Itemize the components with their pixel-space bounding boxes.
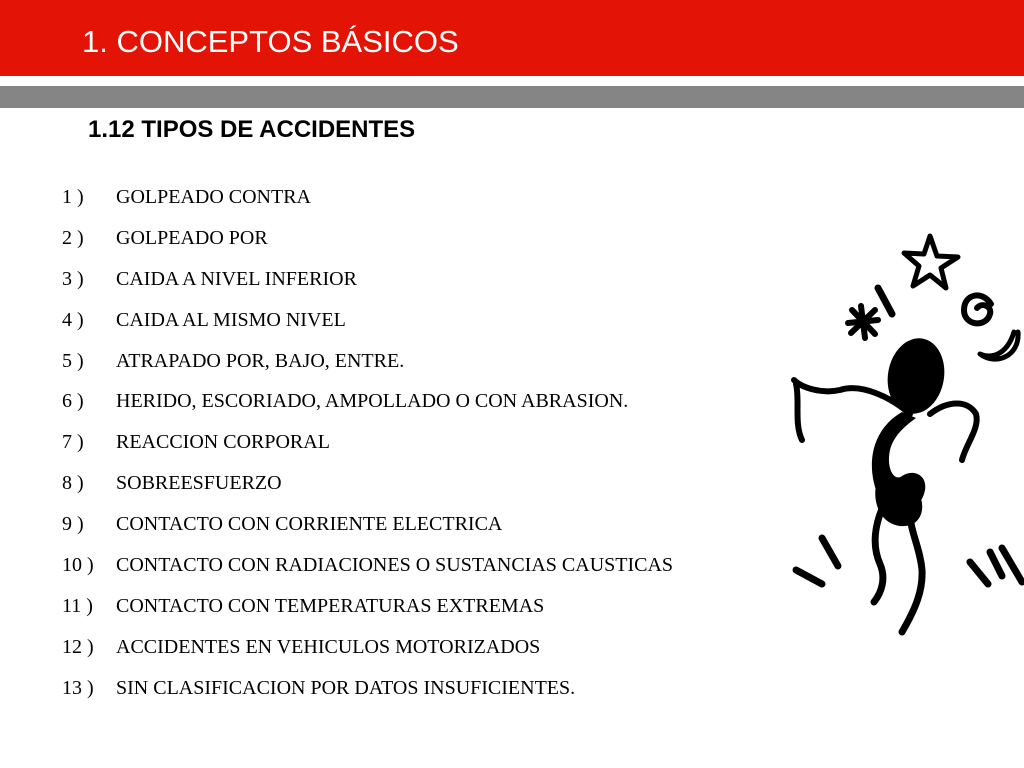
divider-bar <box>0 86 1024 108</box>
item-number: 9 ) <box>62 513 84 536</box>
item-number: 8 ) <box>62 472 84 495</box>
header-bar <box>0 0 1024 76</box>
item-number: 1 ) <box>62 186 84 208</box>
item-number: 7 ) <box>62 431 84 454</box>
accident-types-list <box>62 186 673 718</box>
item-label: SOBREESFUERZO <box>116 472 282 495</box>
item-number: 5 ) <box>62 349 84 372</box>
list-item <box>62 472 673 513</box>
item-label: GOLPEADO POR <box>116 226 268 249</box>
section-title: 1.12 TIPOS DE ACCIDENTES <box>88 116 416 143</box>
slide-title: 1. CONCEPTOS BÁSICOS <box>82 24 459 59</box>
star-icon <box>904 236 958 288</box>
hurt-figure-icon <box>782 228 1024 640</box>
right-arm <box>930 404 977 461</box>
list-item <box>62 350 673 391</box>
list-item <box>62 268 673 309</box>
list-item <box>62 227 673 268</box>
item-number: 10 ) <box>62 554 94 577</box>
impact-left-marks <box>796 538 838 584</box>
item-label: CONTACTO CON CORRIENTE ELECTRICA <box>116 513 503 536</box>
list-item <box>62 513 673 554</box>
item-label: ACCIDENTES EN VEHICULOS MOTORIZADOS <box>116 635 541 658</box>
item-label: CAIDA A NIVEL INFERIOR <box>116 267 357 290</box>
exclamation-icon <box>878 288 892 314</box>
item-label: HERIDO, ESCORIADO, AMPOLLADO O CON ABRASION. <box>116 390 629 413</box>
asterisk-icon <box>848 306 878 338</box>
spiral-icon <box>964 295 991 323</box>
list-item <box>62 595 673 636</box>
item-label: CAIDA AL MISMO NIVEL <box>116 308 346 331</box>
item-number: 3 ) <box>62 267 84 290</box>
item-label: SIN CLASIFICACION POR DATOS INSUFICIENTES. <box>116 676 576 699</box>
item-label: CONTACTO CON RADIACIONES O SUSTANCIAS CAUSTICAS <box>116 554 674 577</box>
list-item <box>62 677 673 718</box>
item-label: GOLPEADO CONTRA <box>116 186 311 208</box>
impact-right-marks <box>970 548 1022 584</box>
list-item <box>62 309 673 350</box>
item-number: 4 ) <box>62 308 84 331</box>
list-item <box>62 554 673 595</box>
item-number: 2 ) <box>62 226 84 249</box>
item-label: CONTACTO CON TEMPERATURAS EXTREMAS <box>116 594 545 617</box>
item-number: 13 ) <box>62 676 94 699</box>
crescent-icon <box>980 332 1018 359</box>
item-number: 11 ) <box>62 594 93 617</box>
item-number: 12 ) <box>62 635 94 658</box>
item-label: REACCION CORPORAL <box>116 431 330 454</box>
list-item <box>62 390 673 431</box>
list-item <box>62 186 673 227</box>
list-item <box>62 431 673 472</box>
item-number: 6 ) <box>62 390 84 413</box>
list-item <box>62 636 673 677</box>
item-label: ATRAPADO POR, BAJO, ENTRE. <box>116 349 405 372</box>
